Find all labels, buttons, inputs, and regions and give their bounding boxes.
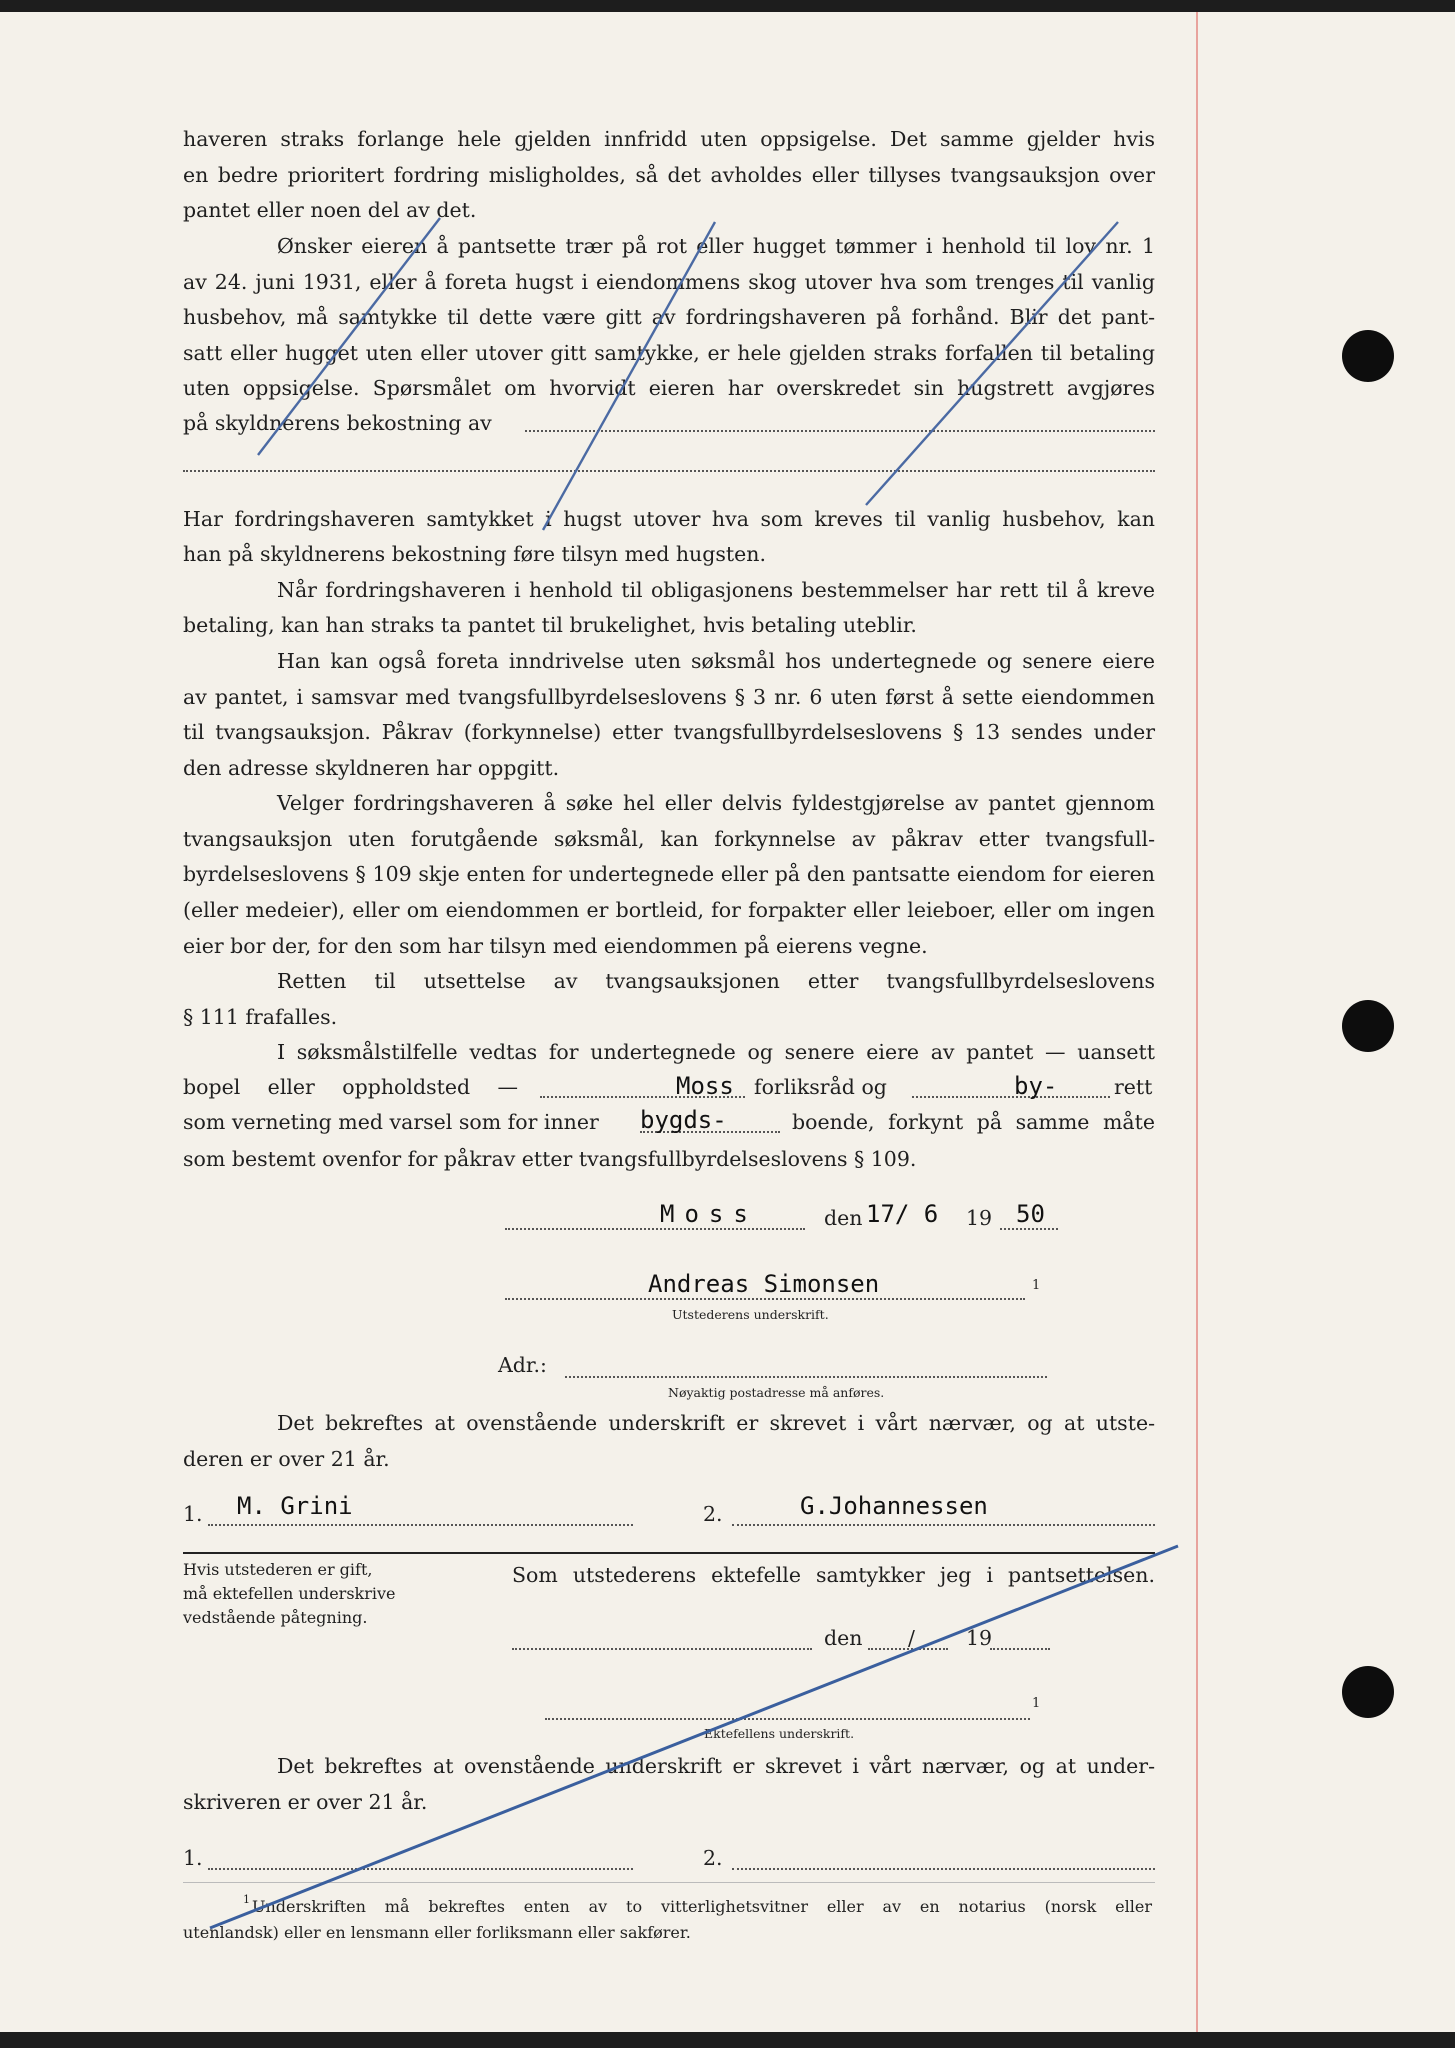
date-century: 19 — [966, 1206, 993, 1230]
body-line: Når fordringshaveren i henhold til obligasjonens bestemmelser har rett til å kreve — [277, 578, 1155, 602]
spouse-century: 19 — [966, 1626, 993, 1650]
pen-strike — [210, 1546, 1178, 1928]
body-line: av pantet, i samsvar med tvangsfullbyrdelseslovens § 3 nr. 6 uten først å sette eiendommen — [183, 685, 1155, 709]
body-line: Har fordringshaveren samtykket i hugst utover hva som kreves til vanlig husbehov, kan — [183, 507, 1155, 531]
body-line: på skyldnerens bekostning av — [183, 411, 492, 435]
footnote-marker: 1 — [1032, 1696, 1041, 1711]
body-line: uten oppsigelse. Spørsmålet om hvorvidt eieren har overskredet sin hugstrett avgjøres — [183, 376, 1155, 400]
spouse-note: må ektefellen underskrive — [183, 1584, 396, 1603]
spouse-slash: / — [908, 1626, 915, 1650]
venue-bygds: bygds- — [640, 1106, 727, 1134]
body-line: av 24. juni 1931, eller å foreta hugst i eiendommens skog utover hva som trenges til vanlig — [183, 270, 1155, 294]
body-line: § 111 frafalles. — [183, 1005, 338, 1029]
venue-by: by- — [1014, 1072, 1058, 1100]
spouse-den-label: den — [824, 1626, 863, 1650]
date-year: 50 — [1016, 1200, 1045, 1228]
body-line: til tvangsauksjon. Påkrav (forkynnelse) etter tvangsfullbyrdelseslovens § 13 sendes under — [183, 720, 1155, 744]
venue-text: som verneting med varsel som for inner — [183, 1110, 599, 1134]
body-line: den adresse skyldneren har oppgitt. — [183, 756, 560, 780]
venue-text: som bestemt ovenfor for påkrav etter tvangsfullbyrdelseslovens § 109. — [183, 1147, 917, 1171]
witness-2-name: G.Johannessen — [800, 1492, 988, 1520]
body-line: betaling, kan han straks ta pantet til brukelighet, hvis betaling uteblir. — [183, 613, 917, 637]
spouse-note: Hvis utstederen er gift, — [183, 1560, 373, 1579]
spouse-note: vedstående påtegning. — [183, 1608, 368, 1627]
witness-text: Det bekreftes at ovenstående underskrift er skrevet i vårt nærvær, og at utste- — [277, 1411, 1155, 1435]
issuer-caption: Utstederens underskrift. — [672, 1307, 829, 1322]
witness-number: 1. — [183, 1502, 203, 1526]
body-line: Han kan også foreta inndrivelse uten søksmål hos undertegnede og senere eiere — [277, 649, 1155, 673]
body-line: satt eller hugget uten eller utover gitt samtykke, er hele gjelden straks forfallen til betaling — [183, 341, 1155, 365]
venue-text: bopel eller oppholdsted — — [183, 1075, 518, 1099]
spouse-consent: Som utstederens ektefelle samtykker jeg i pantsettelsen. — [512, 1563, 1155, 1587]
body-line: tvangsauksjon uten forutgående søksmål, kan forkynnelse av påkrav etter tvangsfull- — [183, 827, 1155, 851]
footnote-marker: 1 — [1032, 1278, 1041, 1293]
body-line: haveren straks forlange hele gjelden innfridd uten oppsigelse. Det samme gjelder hvis — [183, 127, 1155, 151]
venue-text: rett — [1114, 1075, 1153, 1099]
body-line: Velger fordringshaveren å søke hel eller delvis fyldestgjørelse av pantet gjennom — [277, 791, 1155, 815]
date-day-month: 17/ 6 — [866, 1200, 939, 1228]
spouse-caption: Ektefellens underskrift. — [704, 1726, 855, 1741]
body-line: en bedre prioritert fordring misligholdes, så det avholdes eller tillyses tvangsauksjon over — [183, 163, 1155, 187]
body-line: husbehov, må samtykke til dette være gitt av fordringshaveren på forhånd. Blir det pant- — [183, 305, 1155, 329]
body-line: eier bor der, for den som har tilsyn med eiendommen på eierens vegne. — [183, 934, 928, 958]
date-place: Moss — [660, 1200, 758, 1228]
body-line: byrdelseslovens § 109 skje enten for undertegnede eller på den pantsatte eiendom for eieren — [183, 862, 1155, 886]
footnote-text: utenlandsk) eller en lensmann eller forliksmann eller sakfører. — [183, 1923, 691, 1942]
witness-text: skriveren er over 21 år. — [183, 1790, 428, 1814]
witness-number: 2. — [703, 1502, 723, 1526]
footnote-text: Underskriften må bekreftes enten av to vitterlighetsvitner eller av en notarius (norsk eller — [252, 1897, 1152, 1916]
pen-strike — [543, 222, 715, 530]
witness-number: 2. — [703, 1846, 723, 1870]
body-line: pantet eller noen del av det. — [183, 198, 477, 222]
pen-strike — [866, 222, 1118, 505]
footnote-marker: 1 — [243, 1893, 250, 1906]
body-line: Ønsker eieren å pantsette trær på rot eller hugget tømmer i henhold til lov nr. 1 — [277, 234, 1155, 258]
body-line: I søksmålstilfelle vedtas for undertegnede og senere eiere av pantet — uansett — [277, 1040, 1155, 1064]
witness-text: deren er over 21 år. — [183, 1447, 390, 1471]
body-line: Retten til utsettelse av tvangsauksjonen etter tvangsfullbyrdelseslovens — [277, 969, 1155, 993]
body-line: (eller medeier), eller om eiendommen er bortleid, for forpakter eller leieboer, eller om ingen — [183, 898, 1155, 922]
venue-city: Moss — [676, 1072, 734, 1100]
venue-text: boende, forkynt på samme måte — [792, 1110, 1155, 1134]
body-line: han på skyldnerens bekostning føre tilsyn med hugsten. — [183, 542, 766, 566]
date-den-label: den — [824, 1206, 863, 1230]
pen-strike — [258, 218, 440, 455]
address-caption: Nøyaktig postadresse må anføres. — [668, 1385, 885, 1400]
issuer-name: Andreas Simonsen — [648, 1270, 880, 1298]
witness-text: Det bekreftes at ovenstående underskrift er skrevet i vårt nærvær, og at under- — [277, 1754, 1155, 1778]
witness-1-name: M. Grini — [237, 1492, 353, 1520]
venue-text: forliksråd og — [754, 1075, 887, 1099]
witness-number: 1. — [183, 1846, 203, 1870]
address-label: Adr.: — [498, 1353, 547, 1377]
